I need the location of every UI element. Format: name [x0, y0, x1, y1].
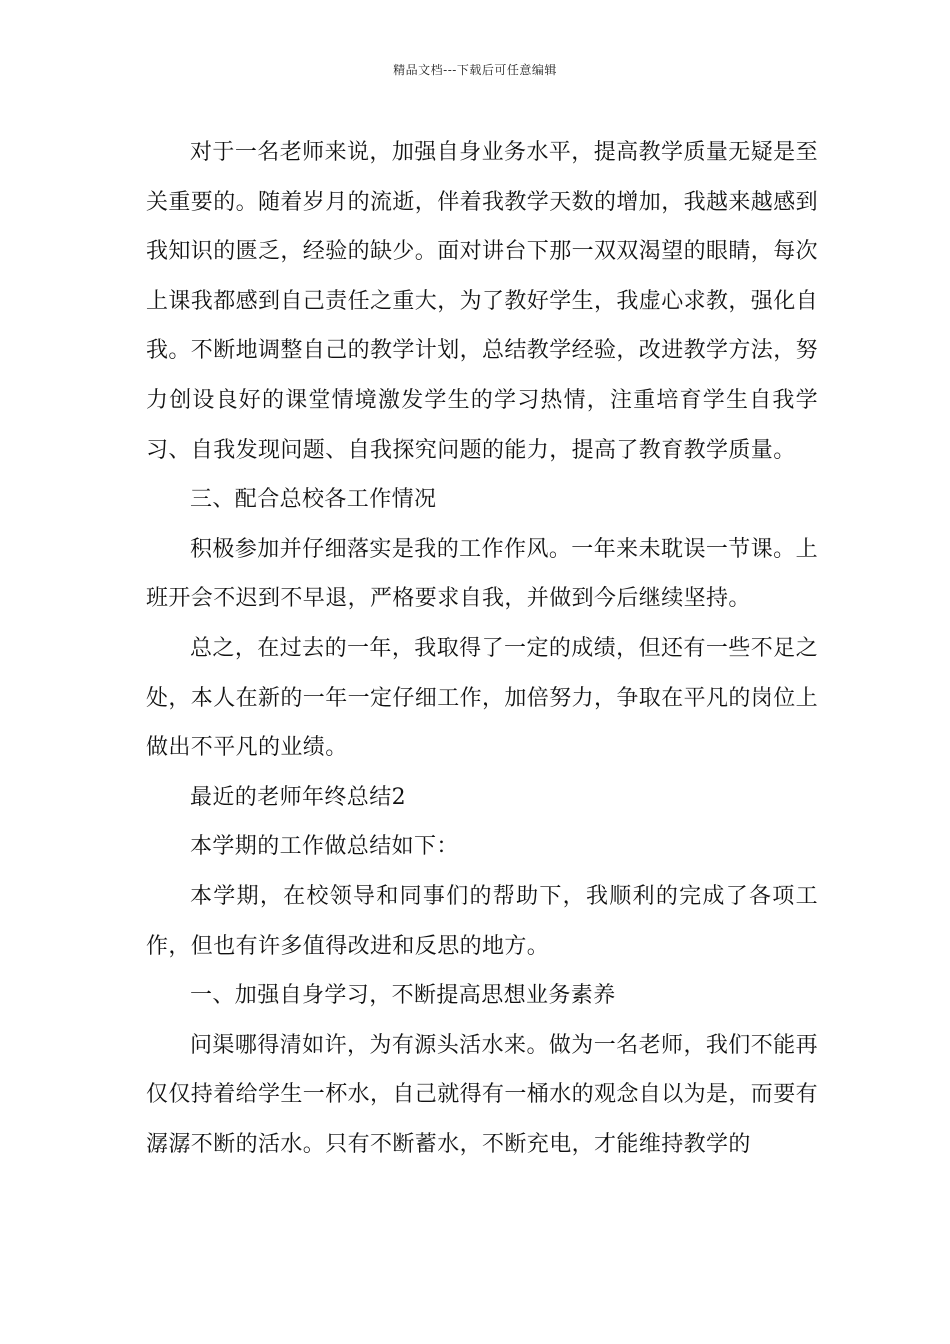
page-header: 精品文档---下载后可任意编辑 [393, 63, 557, 77]
paragraph-work-style: 积极参加并仔细落实是我的工作作风。一年来未耽误一节课。上班开会不迟到不早退，严格要求自我，并做到今后继续坚持。 [146, 536, 818, 612]
document-body [146, 128, 818, 1169]
paragraph-intro: 本学期的工作做总结如下： [190, 834, 459, 860]
section-heading-self-study: 一、加强自身学习，不断提高思想业务素养 [190, 983, 616, 1009]
paragraph-living-water: 问渠哪得清如许，为有源头活水来。做为一名老师，我们不能再仅仅持着给学生一杯水，自己就得有一桶水的观念自以为是，而要有潺潺不断的活水。只有不断蓄水，不断充电，才能维持教学的 [146, 1032, 819, 1157]
document-subtitle: 最近的老师年终总结2 [190, 784, 406, 810]
section-heading-cooperation: 三、配合总校各工作情况 [190, 487, 437, 513]
paragraph-semester: 本学期，在校领导和同事们的帮助下，我顺利的完成了各项工作，但也有许多值得改进和反思的地方。 [146, 883, 818, 959]
paragraph-teaching-quality: 对于一名老师来说，加强自身业务水平，提高教学质量无疑是至关重要的。随着岁月的流逝，伴着我教学天数的增加，我越来越感到我知识的匮乏，经验的缺少。面对讲台下那一双双渴望的眼睛，每次上课我都感到自己责任之重大，为了教好学生，我虚心求教，强化自我。不断地调整自己的教学计划，总结教学经验，改进教学方法，努力创设良好的课堂情境激发学生的学习热情，注重培育学生自我学习、自我发现问题、自我探究问题的能力，提高了教育教学质量。 [146, 140, 819, 463]
paragraph-conclusion: 总之，在过去的一年，我取得了一定的成绩，但还有一些不足之处，本人在新的一年一定仔细工作，加倍努力，争取在平凡的岗位上做出不平凡的业绩。 [146, 635, 819, 761]
